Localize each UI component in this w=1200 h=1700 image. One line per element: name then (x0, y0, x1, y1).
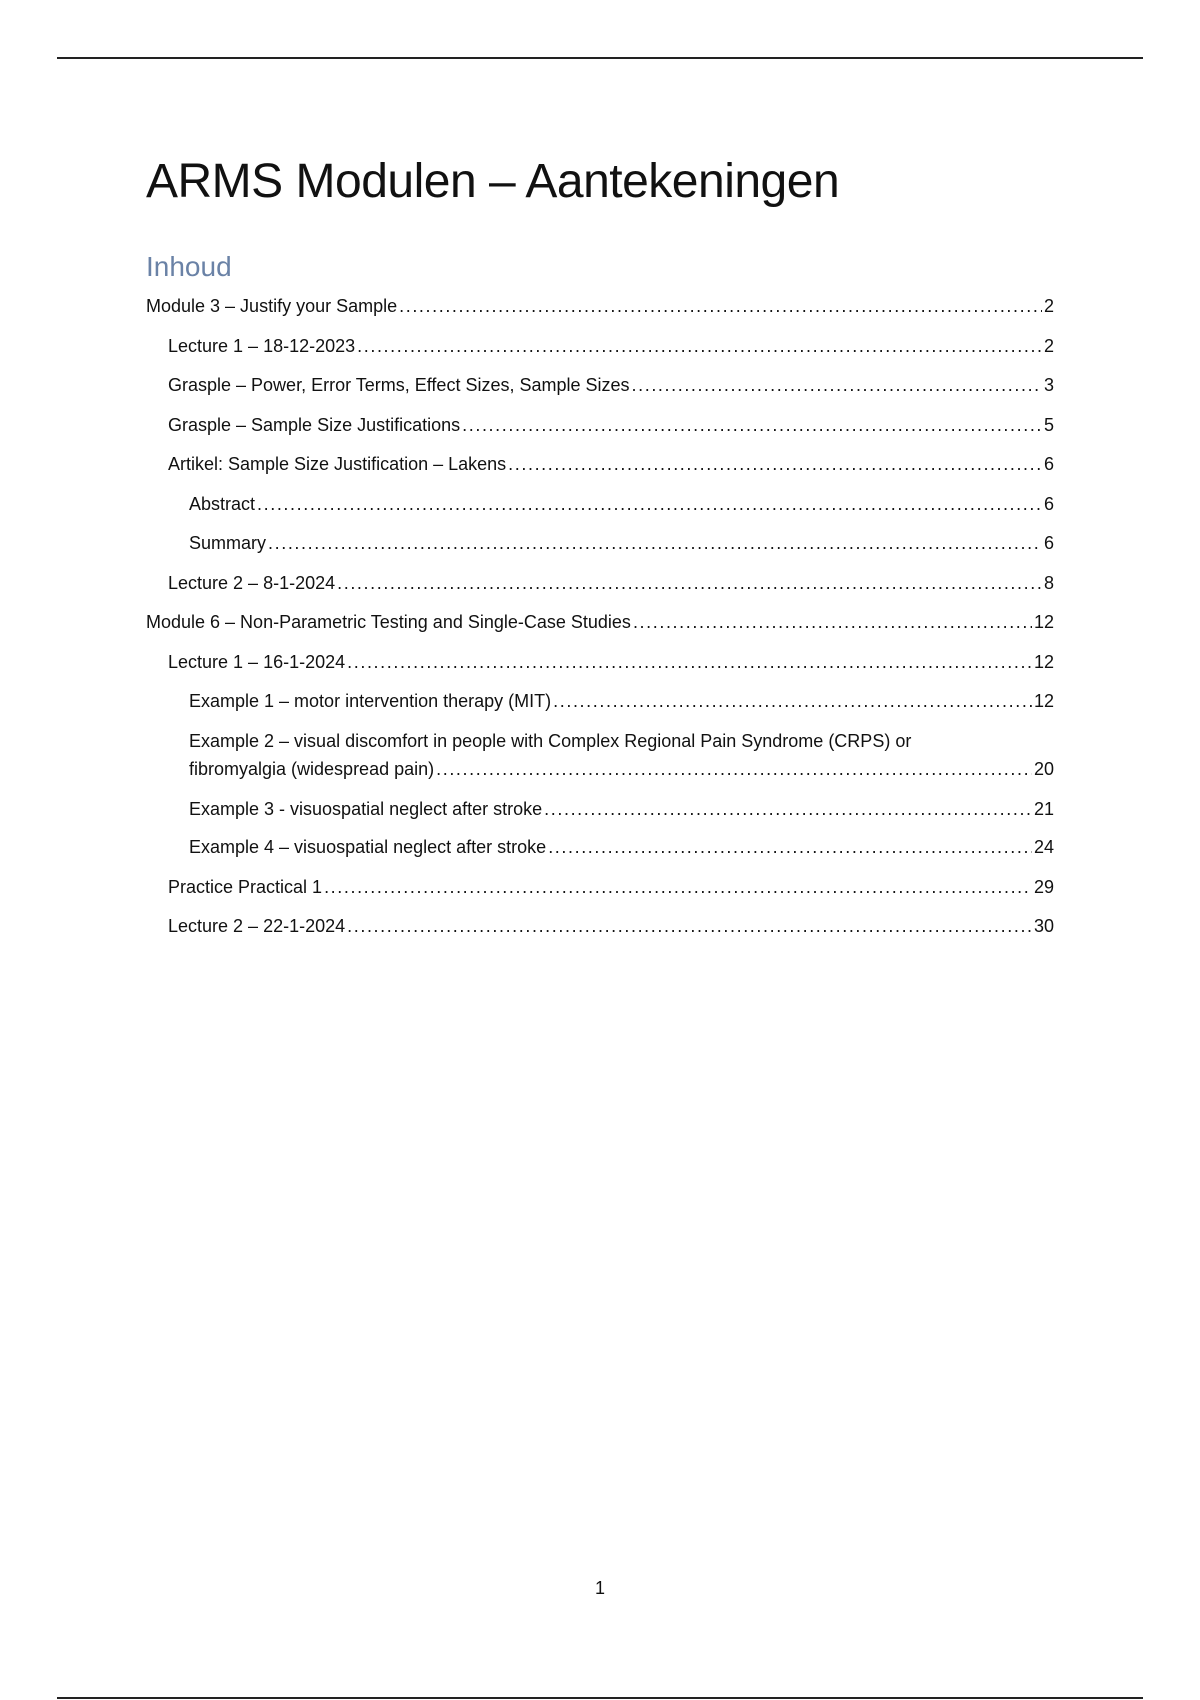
toc-entry-page: 12 (1033, 612, 1054, 632)
toc-entry-label: Module 6 – Non-Parametric Testing and Single-Case Studies (146, 612, 631, 632)
toc-entry-label: Summary (189, 533, 267, 553)
toc-entry-page: 6 (1043, 533, 1054, 553)
toc-heading: Inhoud (146, 251, 232, 282)
toc-entry-label-line-1: Example 2 – visual discomfort in people with Complex Regional Pain Syndrome (CRPS) or (189, 731, 912, 751)
toc-dot-leader (347, 912, 1032, 940)
toc-entry-label: Example 3 - visuospatial neglect after stroke (189, 799, 543, 819)
toc-entry-summary[interactable] (189, 529, 1054, 557)
toc-entry-label: Example 1 – motor intervention therapy (MIT) (189, 691, 552, 711)
toc-entry-label: Lecture 2 – 8-1-2024 (168, 573, 336, 593)
toc-entry-page: 5 (1043, 415, 1054, 435)
toc-dot-leader (632, 371, 1042, 399)
toc-entry-page: 2 (1043, 296, 1054, 316)
toc-entry-page: 24 (1033, 837, 1054, 857)
toc-entry-page: 20 (1033, 759, 1054, 779)
toc-entry-page: 21 (1033, 799, 1054, 819)
toc-dot-leader (347, 648, 1032, 676)
toc-entry-label: fibromyalgia (widespread pain) (189, 759, 435, 779)
toc-dot-leader (337, 569, 1042, 597)
toc-entry-label: Lecture 1 – 18-12-2023 (168, 336, 356, 356)
toc-entry-page: 3 (1043, 375, 1054, 395)
toc-entry-module-6[interactable] (146, 608, 1054, 636)
toc-dot-leader (324, 873, 1032, 901)
toc-entry-artikel-lakens[interactable] (168, 450, 1054, 478)
toc-dot-leader (548, 833, 1032, 861)
toc-entry-label: Lecture 1 – 16-1-2024 (168, 652, 346, 672)
toc-entry-example-3[interactable] (189, 795, 1054, 823)
toc-entry-label: Example 4 – visuospatial neglect after stroke (189, 837, 547, 857)
toc-entry-example-2[interactable] (189, 727, 1054, 783)
toc-dot-leader (633, 608, 1032, 636)
toc-entry-label: Artikel: Sample Size Justification – Lakens (168, 454, 507, 474)
toc-entry-page: 12 (1033, 691, 1054, 711)
page-number: 1 (594, 1578, 605, 1598)
header-rule (57, 57, 1143, 59)
toc-entry-example-1[interactable] (189, 687, 1054, 715)
toc-dot-leader (553, 687, 1032, 715)
toc-entry-module-3[interactable] (146, 292, 1054, 320)
toc-dot-leader (462, 411, 1042, 439)
toc-entry-label: Grasple – Sample Size Justifications (168, 415, 461, 435)
toc-entry-practice-practical-1[interactable] (168, 873, 1054, 901)
toc-entry-page: 8 (1043, 573, 1054, 593)
toc-entry-page: 12 (1033, 652, 1054, 672)
toc-entry-example-4[interactable] (189, 833, 1054, 861)
toc-entry-page: 29 (1033, 877, 1054, 897)
document-title: ARMS Modulen – Aantekeningen (146, 155, 840, 208)
toc-entry-lecture-1-module-6[interactable] (168, 648, 1054, 676)
toc-entry-page: 6 (1043, 454, 1054, 474)
toc-entry-label: Practice Practical 1 (168, 877, 323, 897)
toc-entry-label: Lecture 2 – 22-1-2024 (168, 916, 346, 936)
footer-rule (57, 1697, 1143, 1699)
toc-dot-leader (508, 450, 1042, 478)
toc-entry-grasple-justifications[interactable] (168, 411, 1054, 439)
toc-entry-label: Module 3 – Justify your Sample (146, 296, 398, 316)
toc-entry-page: 6 (1043, 494, 1054, 514)
toc-dot-leader (268, 529, 1042, 557)
toc-dot-leader (436, 755, 1032, 783)
toc-entry-page: 30 (1033, 916, 1054, 936)
toc-entry-label: Abstract (189, 494, 256, 514)
toc-dot-leader (399, 292, 1042, 320)
toc-entry-label: Grasple – Power, Error Terms, Effect Sizes, Sample Sizes (168, 375, 630, 395)
toc-dot-leader (544, 795, 1032, 823)
toc-entry-grasple-power[interactable] (168, 371, 1054, 399)
toc-entry-lecture-1-module-3[interactable] (168, 332, 1054, 360)
toc-entry-abstract[interactable] (189, 490, 1054, 518)
toc-entry-lecture-2-module-3[interactable] (168, 569, 1054, 597)
toc-dot-leader (357, 332, 1042, 360)
toc-entry-lecture-2-module-6[interactable] (168, 912, 1054, 940)
toc-dot-leader (257, 490, 1042, 518)
toc-entry-page: 2 (1043, 336, 1054, 356)
